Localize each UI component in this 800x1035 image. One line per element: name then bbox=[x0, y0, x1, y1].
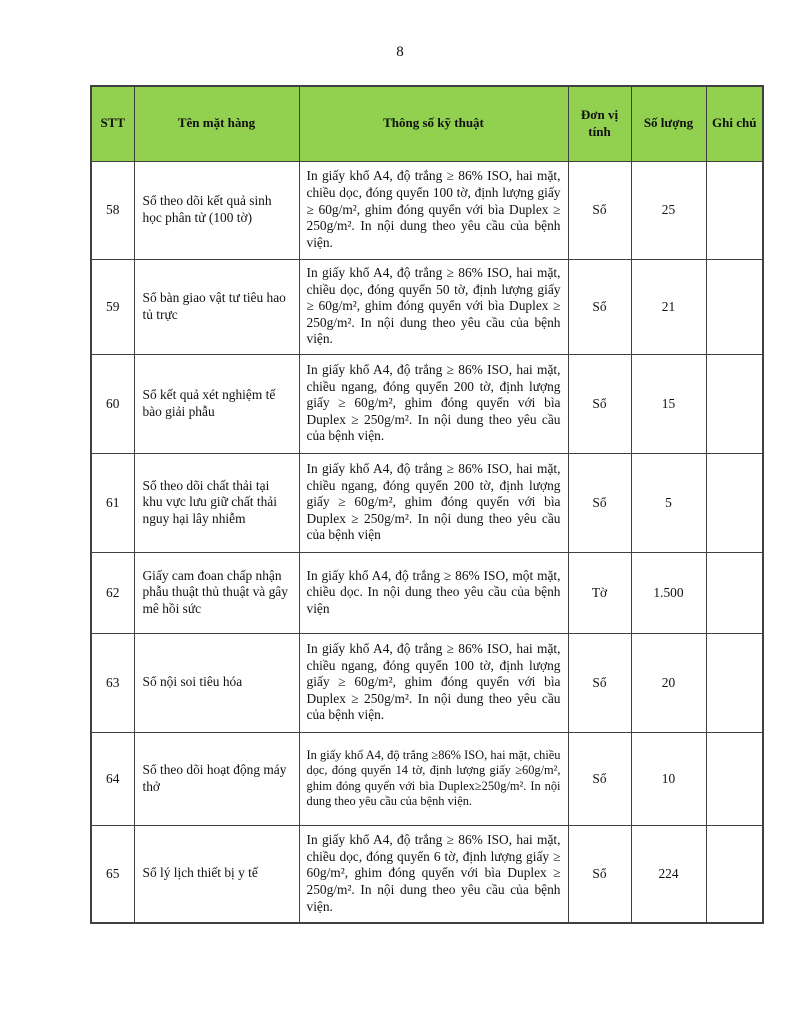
cell-note bbox=[706, 552, 763, 633]
cell-stt: 65 bbox=[91, 825, 134, 923]
cell-stt: 60 bbox=[91, 354, 134, 453]
cell-note bbox=[706, 161, 763, 259]
cell-stt: 58 bbox=[91, 161, 134, 259]
table-row bbox=[91, 825, 763, 923]
cell-quantity: 10 bbox=[631, 732, 706, 825]
column-header-unit: Đơn vị tính bbox=[568, 86, 631, 161]
cell-item-name: Sổ kết quả xét nghiệm tế bào giải phẫu bbox=[134, 354, 299, 453]
cell-quantity: 224 bbox=[631, 825, 706, 923]
column-header-note: Ghi chú bbox=[706, 86, 763, 161]
table-row bbox=[91, 552, 763, 633]
cell-unit: Sổ bbox=[568, 453, 631, 552]
cell-spec: In giấy khổ A4, độ trắng ≥ 86% ISO, hai mặt, chiều dọc, đóng quyển 50 tờ, định lượng giấy ≥ 60g/m², ghim đóng quyển với bìa Duplex ≥ 250g/m². In nội dung theo yêu cầu của bệnh viện. bbox=[299, 259, 568, 354]
column-header-spec: Thông số kỹ thuật bbox=[299, 86, 568, 161]
table-header-row bbox=[91, 86, 763, 161]
cell-stt: 62 bbox=[91, 552, 134, 633]
cell-spec: In giấy khổ A4, độ trắng ≥ 86% ISO, hai mặt, chiều ngang, đóng quyển 100 tờ, định lượng giấy ≥ 60g/m², ghim đóng quyển với bìa Duplex ≥ 250g/m². In nội dung theo yêu cầu của bệnh viện. bbox=[299, 633, 568, 732]
cell-note bbox=[706, 825, 763, 923]
cell-quantity: 15 bbox=[631, 354, 706, 453]
table-row bbox=[91, 259, 763, 354]
table-row bbox=[91, 161, 763, 259]
cell-unit: Sổ bbox=[568, 825, 631, 923]
cell-stt: 59 bbox=[91, 259, 134, 354]
cell-unit: Sổ bbox=[568, 732, 631, 825]
cell-quantity: 25 bbox=[631, 161, 706, 259]
table-row bbox=[91, 453, 763, 552]
cell-quantity: 20 bbox=[631, 633, 706, 732]
table-row bbox=[91, 633, 763, 732]
table-row bbox=[91, 354, 763, 453]
cell-unit: Sổ bbox=[568, 633, 631, 732]
cell-note bbox=[706, 732, 763, 825]
cell-note bbox=[706, 259, 763, 354]
cell-item-name: Sổ bàn giao vật tư tiêu hao tủ trực bbox=[134, 259, 299, 354]
cell-unit: Sổ bbox=[568, 259, 631, 354]
cell-spec: In giấy khổ A4, độ trắng ≥ 86% ISO, hai mặt, chiều ngang, đóng quyển 200 tờ, định lượng giấy ≥ 60g/m², ghim đóng quyển với bìa Duplex ≥ 250g/m². In nội dung theo yêu cầu của bệnh viện. bbox=[299, 354, 568, 453]
column-header-quantity: Số lượng bbox=[631, 86, 706, 161]
cell-stt: 63 bbox=[91, 633, 134, 732]
cell-quantity: 1.500 bbox=[631, 552, 706, 633]
cell-unit: Tờ bbox=[568, 552, 631, 633]
cell-quantity: 5 bbox=[631, 453, 706, 552]
cell-unit: Sổ bbox=[568, 354, 631, 453]
page-number: 8 bbox=[396, 44, 404, 60]
table-body bbox=[91, 161, 763, 923]
cell-item-name: Giấy cam đoan chấp nhận phẫu thuật thủ thuật và gây mê hồi sức bbox=[134, 552, 299, 633]
cell-unit: Sổ bbox=[568, 161, 631, 259]
supplies-table bbox=[90, 85, 764, 924]
cell-stt: 61 bbox=[91, 453, 134, 552]
cell-item-name: Sổ theo dõi hoạt động máy thở bbox=[134, 732, 299, 825]
cell-item-name: Sổ theo dõi chất thải tại khu vực lưu giữ chất thải nguy hại lây nhiễm bbox=[134, 453, 299, 552]
cell-spec: In giấy khổ A4, độ trắng ≥ 86% ISO, hai mặt, chiều ngang, đóng quyển 200 tờ, định lượng giấy ≥ 60g/m², ghim đóng quyển với bìa Duplex ≥ 250g/m². In nội dung theo yêu cầu của bệnh viện bbox=[299, 453, 568, 552]
table-row bbox=[91, 732, 763, 825]
cell-item-name: Sổ lý lịch thiết bị y tế bbox=[134, 825, 299, 923]
cell-note bbox=[706, 354, 763, 453]
cell-spec: In giấy khổ A4, độ trắng ≥ 86% ISO, hai mặt, chiều dọc, đóng quyển 100 tờ, định lượng giấy ≥ 60g/m², ghim đóng quyển với bìa Duplex ≥ 250g/m². In nội dung theo yêu cầu của bệnh viện. bbox=[299, 161, 568, 259]
column-header-stt: STT bbox=[91, 86, 134, 161]
cell-item-name: Sổ theo dõi kết quả sinh học phân tử (100 tờ) bbox=[134, 161, 299, 259]
cell-stt: 64 bbox=[91, 732, 134, 825]
cell-spec: In giấy khổ A4, độ trắng ≥86% ISO, hai mặt, chiều dọc, đóng quyển 14 tờ, định lượng giấy ≥60g/m², ghim đóng quyển với bìa Duplex≥250g/m². In nội dung theo yêu cầu của bệnh viện. bbox=[299, 732, 568, 825]
table-header bbox=[91, 86, 763, 161]
column-header-item-name: Tên mặt hàng bbox=[134, 86, 299, 161]
cell-spec: In giấy khổ A4, độ trắng ≥ 86% ISO, một mặt, chiều dọc. In nội dung theo yêu cầu của bệnh viện bbox=[299, 552, 568, 633]
cell-note bbox=[706, 633, 763, 732]
cell-note bbox=[706, 453, 763, 552]
cell-item-name: Sổ nội soi tiêu hóa bbox=[134, 633, 299, 732]
cell-spec: In giấy khổ A4, độ trắng ≥ 86% ISO, hai mặt, chiều dọc, đóng quyển 6 tờ, định lượng giấy ≥ 60g/m², ghim đóng quyển với bìa Duplex ≥ 250g/m². In nội dung theo yêu cầu của bệnh viện. bbox=[299, 825, 568, 923]
cell-quantity: 21 bbox=[631, 259, 706, 354]
